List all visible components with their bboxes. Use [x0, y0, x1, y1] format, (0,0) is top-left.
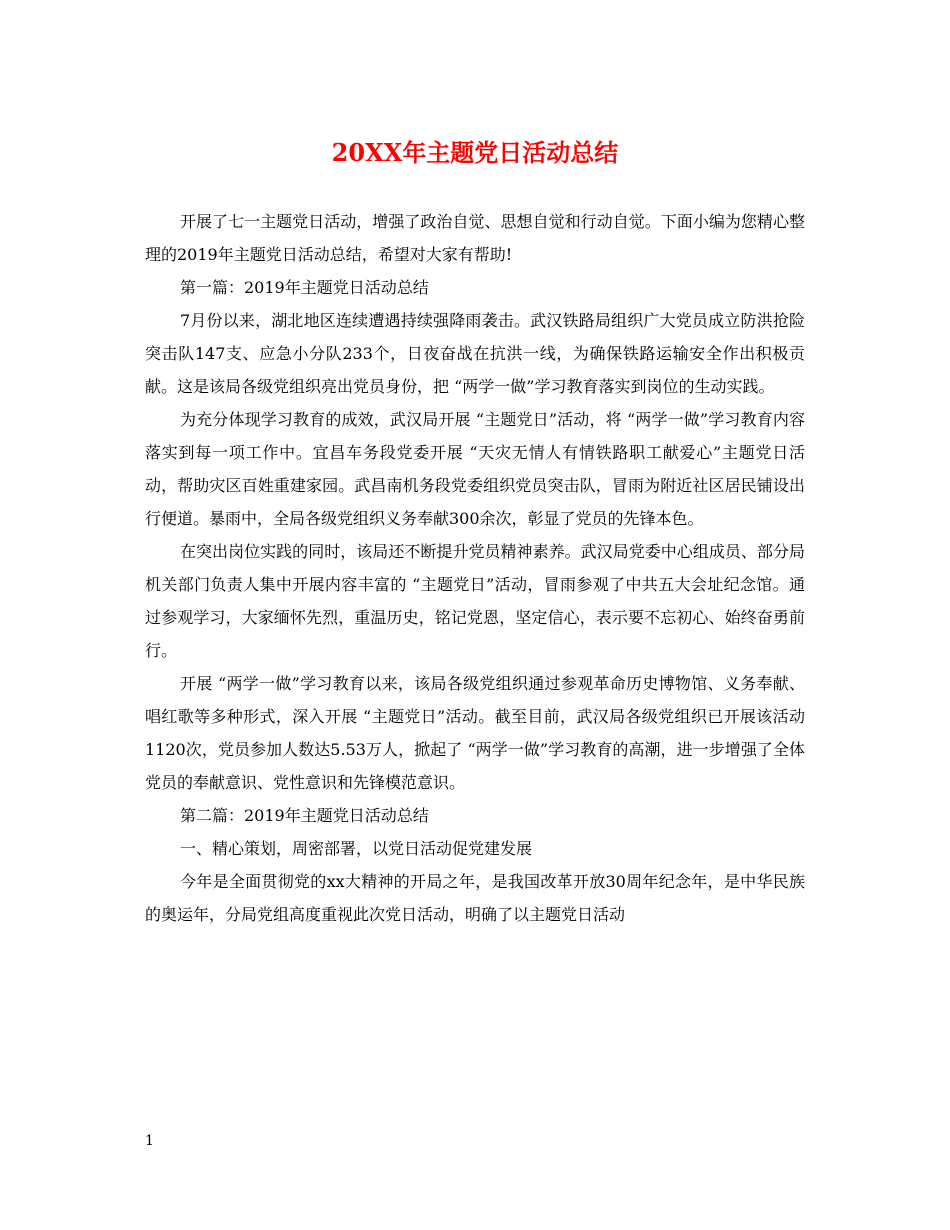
- paragraph: 今年是全面贯彻党的xx大精神的开局之年，是我国改革开放30周年纪念年，是中华民族的奥运年，分局党组高度重视此次党日活动，明确了以主题党日活动: [145, 872, 805, 924]
- paragraph: 开展 “两学一做”学习教育以来，该局各级党组织通过参观革命历史博物馆、义务奉献、唱红歌等多种形式，深入开展 “主题党日”活动。截至目前，武汉局各级党组织已开展该活动1120次，党员参加人数达5.53万人，掀起了 “两学一做”学习教育的高潮，进一步增强了全体党员的奉献意识、党性意识和先锋模范意识。: [145, 674, 805, 792]
- section-heading-second: 第二篇：2019年主题党日活动总结: [180, 806, 429, 825]
- paragraph: 为充分体现学习教育的成效，武汉局开展 “主题党日”活动，将 “两学一做”学习教育内容落实到每一项工作中。宜昌车务段党委开展 “天灾无情人有情铁路职工献爱心”主题党日活动，帮助灾区百姓重建家园。武昌南机务段党委组织党员突击队，冒雨为附近社区居民铺设出行便道。暴雨中，全局各级党组织义务奉献300余次，彰显了党员的先锋本色。: [145, 410, 805, 528]
- document-title: 20XX年主题党日活动总结: [331, 138, 619, 167]
- section-heading-first: 第一篇：2019年主题党日活动总结: [180, 278, 429, 297]
- paragraph-intro: 开展了七一主题党日活动，增强了政治自觉、思想自觉和行动自觉。下面小编为您精心整理的2019年主题党日活动总结，希望对大家有帮助!: [145, 212, 805, 264]
- paragraph: 7月份以来，湖北地区连续遭遇持续强降雨袭击。武汉铁路局组织广大党员成立防洪抢险突击队147支、应急小分队233个，日夜奋战在抗洪一线，为确保铁路运输安全作出积极贡献。这是该局各级党组织亮出党员身份，把 “两学一做”学习教育落实到岗位的生动实践。: [145, 311, 805, 396]
- document-body: [145, 205, 805, 931]
- paragraph: 在突出岗位实践的同时，该局还不断提升党员精神素养。武汉局党委中心组成员、部分局机关部门负责人集中开展内容丰富的 “主题党日”活动，冒雨参观了中共五大会址纪念馆。通过参观学习，大家缅怀先烈，重温历史，铭记党恩，坚定信心，表示要不忘初心、始终奋勇前行。: [145, 542, 805, 660]
- subheading: 一、精心策划，周密部署，以党日活动促党建发展: [180, 839, 533, 858]
- page-number: 1: [145, 1133, 154, 1149]
